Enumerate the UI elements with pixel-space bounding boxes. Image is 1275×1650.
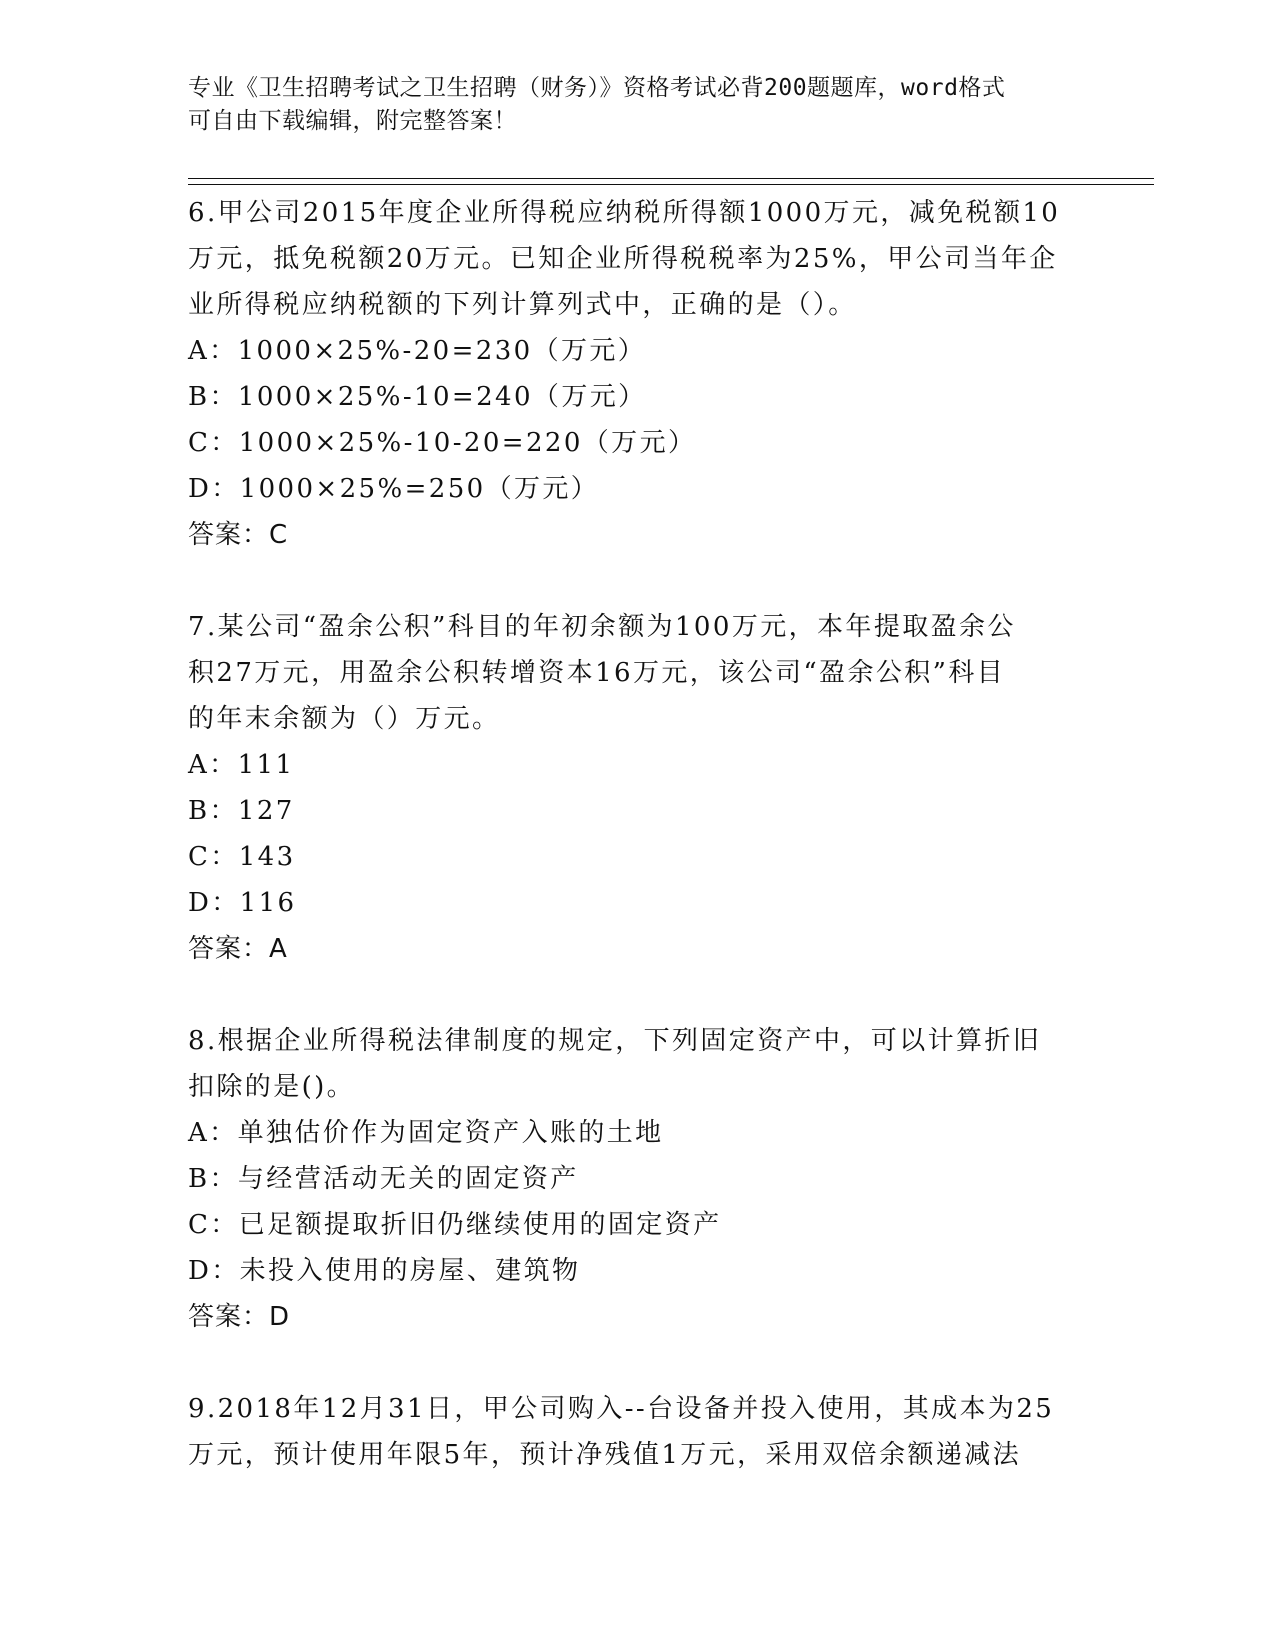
question-7-option-b: B：127 [188, 796, 295, 826]
question-7-option-a: A：111 [188, 750, 295, 780]
question-7-option-c: C：143 [188, 842, 296, 872]
header-rule-thin [188, 184, 1154, 185]
question-8-option-c: C：已足额提取折旧仍继续使用的固定资产 [188, 1210, 722, 1240]
header-line-2: 可自由下载编辑，附完整答案！ [188, 108, 517, 134]
question-8-answer: 答案：D [188, 1302, 291, 1332]
question-7-option-d: D：116 [188, 888, 297, 918]
spacer [188, 558, 1088, 604]
question-6-option-c: C：1000×25%-10-20=220（万元） [188, 428, 697, 458]
document-header [188, 72, 1068, 138]
header-line-1: 专业《卫生招聘考试之卫生招聘（财务）》资格考试必背200题题库，word格式 [188, 75, 1006, 101]
question-6-option-b: B：1000×25%-10=240（万元） [188, 382, 647, 412]
header-rule-thick [188, 178, 1154, 179]
question-7-answer: 答案：A [188, 934, 288, 964]
question-7-line-1: 7.某公司“盈余公积”科目的年初余额为100万元，本年提取盈余公 [188, 612, 1016, 642]
question-9 [188, 1386, 1088, 1478]
question-6-line-3: 业所得税应纳税额的下列计算列式中，正确的是（）。 [188, 290, 857, 320]
question-6-option-d: D：1000×25%=250（万元） [188, 474, 600, 504]
question-8 [188, 1018, 1088, 1340]
question-6 [188, 190, 1088, 558]
question-8-option-b: B：与经营活动无关的固定资产 [188, 1164, 579, 1194]
spacer [188, 972, 1088, 1018]
question-6-line-1: 6.甲公司2015年度企业所得税应纳税所得额1000万元，减免税额10 [188, 198, 1061, 228]
question-6-answer: 答案：C [188, 520, 289, 550]
question-9-line-1: 9.2018年12月31日，甲公司购入--台设备并投入使用，其成本为25 [188, 1394, 1055, 1424]
question-6-option-a: A：1000×25%-20=230（万元） [188, 336, 647, 366]
question-8-line-1: 8.根据企业所得税法律制度的规定，下列固定资产中，可以计算折旧 [188, 1026, 1042, 1056]
question-7-line-2: 积27万元，用盈余公积转增资本16万元，该公司“盈余公积”科目 [188, 658, 1006, 688]
question-7-line-3: 的年末余额为（）万元。 [188, 704, 501, 734]
question-8-line-2: 扣除的是()。 [188, 1072, 356, 1102]
spacer [188, 1340, 1088, 1386]
question-8-option-d: D：未投入使用的房屋、建筑物 [188, 1256, 581, 1286]
question-8-option-a: A：单独估价作为固定资产入账的土地 [188, 1118, 664, 1148]
question-6-line-2: 万元，抵免税额20万元。已知企业所得税税率为25%，甲公司当年企 [188, 244, 1058, 274]
question-list [188, 190, 1088, 1478]
question-9-line-2: 万元，预计使用年限5年，预计净残值1万元，采用双倍余额递减法 [188, 1440, 1022, 1470]
question-7 [188, 604, 1088, 972]
